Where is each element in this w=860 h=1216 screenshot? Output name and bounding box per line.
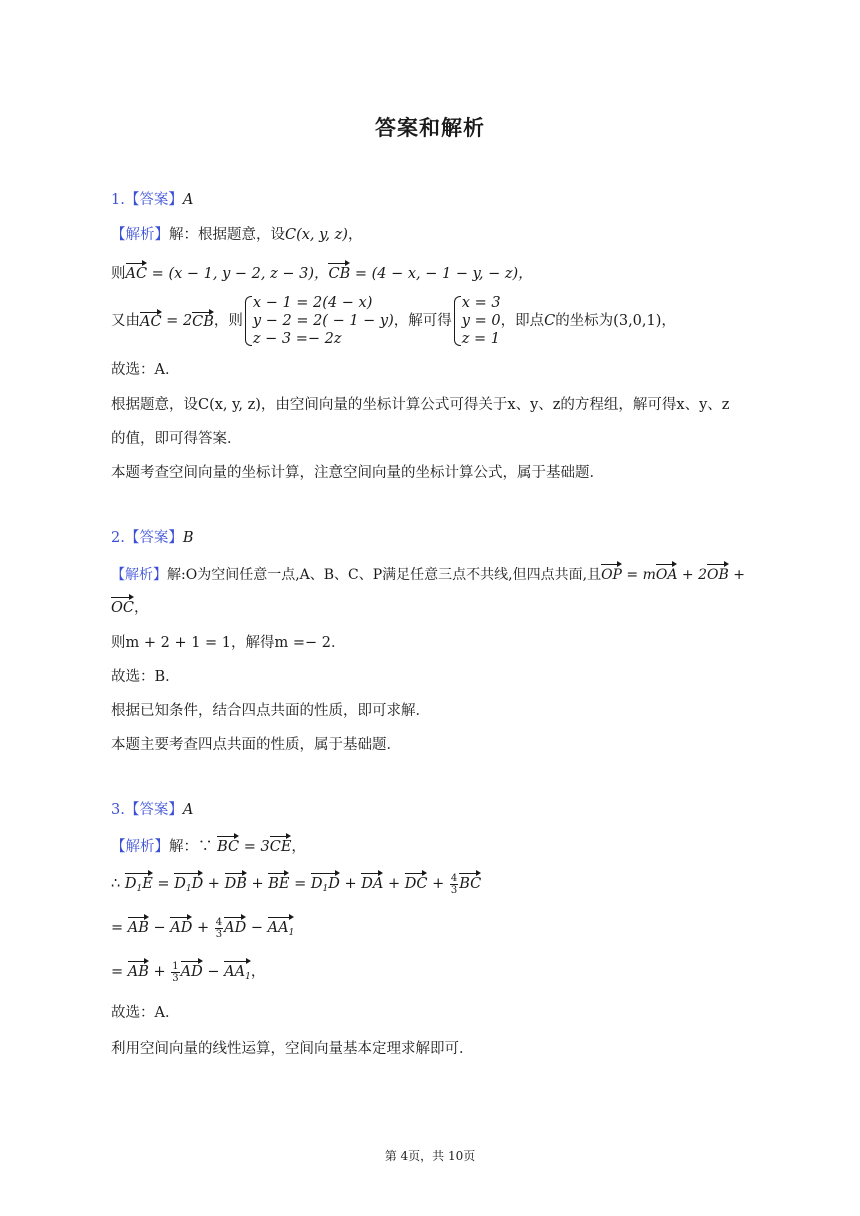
op: − bbox=[246, 920, 268, 936]
page-footer: 第 4页，共 10页 bbox=[384, 1149, 476, 1163]
vector-d1d bbox=[174, 872, 203, 899]
equation: y − 2 = 2( − 1 − y) bbox=[252, 313, 394, 329]
vector-cb: CB bbox=[192, 311, 214, 331]
math: + bbox=[728, 567, 745, 583]
vector-dc: DC bbox=[405, 872, 428, 894]
q2-expl-tag: 【解析】 bbox=[111, 567, 167, 583]
vector-cb: CB bbox=[328, 262, 350, 284]
vec-letter: AA bbox=[267, 920, 289, 936]
vector-bc: BC bbox=[459, 872, 481, 894]
q1-answer-value: A bbox=[182, 192, 194, 208]
q2-expl-line-1 bbox=[111, 563, 745, 585]
vector-ad: AD bbox=[181, 960, 203, 982]
denominator: 3 bbox=[450, 884, 458, 896]
fraction-1-3 bbox=[171, 961, 179, 984]
equation: x = 3 bbox=[461, 295, 501, 311]
vector-d1d bbox=[311, 872, 340, 899]
text: ，即点 bbox=[500, 313, 545, 329]
q1-expl-line-3 bbox=[111, 294, 676, 348]
q2-analysis-line: 根据已知条件，结合四点共面的性质，即可求解． bbox=[111, 703, 430, 719]
op: + bbox=[246, 876, 269, 892]
vector-ce: CE bbox=[270, 835, 292, 857]
numerator: 4 bbox=[450, 872, 458, 884]
op: − bbox=[148, 920, 171, 936]
q1-expl-tag: 【解析】 bbox=[111, 227, 169, 243]
math: = m bbox=[621, 567, 656, 583]
op: = bbox=[111, 920, 128, 936]
q1-choice-line: 故选：A． bbox=[111, 362, 180, 378]
op: − bbox=[202, 964, 225, 980]
q2-answer-value: B bbox=[182, 530, 194, 546]
q1-answer-line bbox=[111, 190, 193, 210]
vector-be: BE bbox=[268, 872, 289, 894]
vector-ob: OB bbox=[707, 563, 729, 585]
math: C bbox=[544, 313, 556, 329]
vector-oa: OA bbox=[656, 563, 678, 585]
math: = 2 bbox=[161, 313, 193, 329]
op: = bbox=[289, 876, 311, 892]
op: + bbox=[427, 876, 449, 892]
fraction-4-3 bbox=[215, 917, 223, 940]
q3-expl-line-2 bbox=[111, 872, 481, 899]
q1-answer-label: 1.【答案】 bbox=[111, 192, 183, 208]
vector-bc: BC bbox=[217, 835, 239, 857]
text: ， bbox=[133, 600, 149, 616]
vec-letter: E bbox=[142, 876, 153, 892]
text: ， bbox=[250, 964, 266, 980]
text: ∴ bbox=[111, 876, 125, 892]
vector-db: DB bbox=[225, 872, 247, 894]
equation: x − 1 = 2(4 − x) bbox=[252, 295, 373, 311]
text: 解：根据题意，设 bbox=[169, 227, 285, 243]
q3-answer-label: 3.【答案】 bbox=[111, 802, 183, 818]
math: = (x − 1, y − 2, z − 3)， bbox=[147, 266, 329, 282]
q2-answer-line bbox=[111, 528, 194, 548]
equation: y = 0 bbox=[461, 313, 501, 329]
text: 的坐标为(3,0,1)， bbox=[555, 313, 676, 329]
equation-system-2 bbox=[452, 294, 501, 348]
text: ， bbox=[347, 227, 363, 243]
op: + bbox=[192, 920, 214, 936]
vector-d1e bbox=[125, 872, 153, 899]
q1-analysis-line-2: 的值，即可得答案． bbox=[111, 431, 242, 447]
vec-letter: AA bbox=[224, 964, 246, 980]
subscript: 1 bbox=[322, 884, 329, 894]
q3-analysis-line: 利用空间向量的线性运算，空间向量基本定理求解即可． bbox=[111, 1041, 474, 1057]
vector-ab: AB bbox=[128, 916, 149, 938]
q1-summary-line: 本题考查空间向量的坐标计算，注意空间向量的坐标计算公式，属于基础题． bbox=[111, 465, 604, 481]
q3-expl-line-4 bbox=[111, 960, 265, 987]
q1-analysis-line-1: 根据题意，设C(x, y, z)，由空间向量的坐标计算公式可得关于x、y、z的方程组，解可得x、y、z bbox=[111, 397, 730, 413]
subscript: 1 bbox=[136, 884, 143, 894]
q3-expl-tag: 【解析】 bbox=[111, 839, 169, 855]
equation: z = 1 bbox=[461, 331, 501, 347]
page-title: 答案和解析 bbox=[375, 116, 485, 140]
q2-choice-line: 故选：B． bbox=[111, 669, 180, 685]
q3-expl-line-3 bbox=[111, 916, 294, 943]
q3-answer-line bbox=[111, 800, 193, 820]
numerator: 4 bbox=[215, 916, 223, 928]
vector-op: OP bbox=[601, 563, 622, 585]
vector-aa1 bbox=[268, 916, 295, 943]
subscript: 1 bbox=[288, 928, 295, 938]
equation-system-1 bbox=[243, 294, 394, 348]
q3-expl-line-1 bbox=[111, 835, 306, 857]
denominator: 3 bbox=[215, 928, 223, 940]
vec-letter: D bbox=[310, 876, 323, 892]
vector-ac: AC bbox=[126, 262, 148, 284]
text: ，解可得 bbox=[393, 313, 452, 329]
math: C(x, y, z) bbox=[285, 227, 348, 243]
math: = (4 − x, − 1 − y, − z)， bbox=[350, 266, 533, 282]
q2-summary-line: 本题主要考查四点共面的性质，属于基础题． bbox=[111, 737, 401, 753]
q1-expl-line-1 bbox=[111, 225, 362, 245]
text: 解:O为空间任意一点,A、B、C、P满足任意三点不共线,但四点共面,且 bbox=[167, 567, 602, 583]
op: = bbox=[111, 964, 128, 980]
vec-letter: D bbox=[191, 876, 204, 892]
vector-ac: AC bbox=[140, 311, 162, 331]
op: + bbox=[203, 876, 225, 892]
vector-aa1 bbox=[224, 960, 251, 987]
vector-ab: AB bbox=[128, 960, 149, 982]
vec-letter: D bbox=[328, 876, 340, 892]
text: 又由 bbox=[111, 313, 140, 329]
op: + bbox=[339, 876, 362, 892]
denominator: 3 bbox=[172, 972, 179, 984]
q2-expl-line-2 bbox=[111, 596, 148, 618]
vec-letter: D bbox=[124, 876, 137, 892]
math: + 2 bbox=[677, 567, 708, 583]
text: 解：∵ bbox=[169, 839, 218, 855]
op: + bbox=[383, 876, 405, 892]
math: = 3 bbox=[239, 839, 270, 855]
op: = bbox=[152, 876, 175, 892]
vector-oc: OC bbox=[111, 596, 134, 618]
subscript: 1 bbox=[245, 972, 251, 982]
q2-answer-label: 2.【答案】 bbox=[111, 530, 183, 546]
fraction-4-3 bbox=[450, 873, 458, 896]
subscript: 1 bbox=[185, 884, 192, 894]
numerator: 1 bbox=[172, 960, 179, 972]
text: ，则 bbox=[213, 313, 243, 329]
q3-choice-line: 故选：A． bbox=[111, 1005, 180, 1021]
text: ， bbox=[291, 839, 306, 855]
q1-expl-line-2 bbox=[111, 262, 533, 284]
vector-ad: AD bbox=[170, 916, 192, 938]
equation: z − 3 =− 2z bbox=[252, 331, 342, 347]
text: 则 bbox=[111, 266, 126, 282]
q3-answer-value: A bbox=[182, 802, 194, 818]
q2-expl-line-3: 则m + 2 + 1 = 1，解得m =− 2． bbox=[111, 635, 346, 651]
vector-ad: AD bbox=[224, 916, 246, 938]
op: + bbox=[148, 964, 171, 980]
vector-da: DA bbox=[361, 872, 383, 894]
vec-letter: D bbox=[174, 876, 186, 892]
